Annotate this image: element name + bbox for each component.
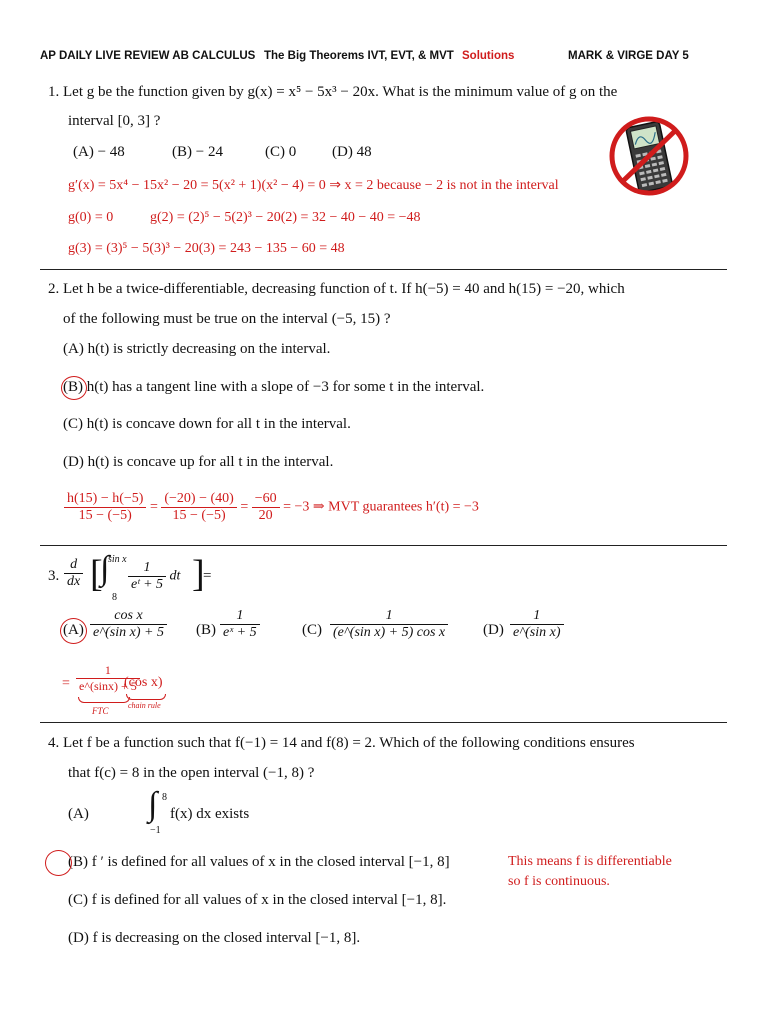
q2-choice-c: (C) h(t) is concave down for all t in the interval. [63,416,351,432]
q3-choice-d-num: 1 [533,608,541,623]
chain-rule-label: chain rule [128,701,161,710]
q3-integrand-num: 1 [143,560,151,575]
q1-work-g3: g(3) = (3)⁵ − 5(3)³ − 20(3) = 243 − 135 − 60 = 48 [68,241,345,256]
q3-d-den: dx [64,573,83,590]
q2-choice-a: (A) h(t) is strictly decreasing on the interval. [63,341,331,357]
q2-stem-line1: 2. Let h be a twice-differentiable, decreasing function of t. If h(−5) = 40 and h(15) = −20, which [48,281,625,297]
q4-choice-b: (B) f ′ is defined for all values of x in the closed interval [−1, 8] [68,854,450,870]
divider-3 [40,722,727,723]
divider-2 [40,545,727,546]
q3-integrand [128,560,180,593]
q3-choice-a [90,608,167,641]
q3-choice-c-label: (C) [302,622,322,638]
q1-work-derivative: g′(x) = 5x⁴ − 15x² − 20 = 5(x² + 1)(x² − 4) = 0 ⇒ x = 2 because − 2 is not in the interval [68,178,559,193]
q3-left-bracket: [ [90,553,103,595]
q1-choice-c: (C) 0 [265,144,297,160]
q3-choice-b-label: (B) [196,622,216,638]
q4-note-line2: so f is continuous. [508,874,610,889]
answer-circle-q2 [61,376,87,400]
answer-circle-q4 [45,850,72,876]
page-title: AP DAILY LIVE REVIEW AB CALCULUS [40,50,256,62]
q4-choice-d: (D) f is decreasing on the closed interval [−1, 8]. [68,930,361,946]
q1-stem-line2: interval [0, 3] ? [68,113,161,129]
q1-work-g2: g(2) = (2)⁵ − 5(2)³ − 20(2) = 32 − 40 − 40 = −48 [150,210,421,225]
q2-work-num2: (−20) − (40) [164,491,234,506]
q3-choice-d-label: (D) [483,622,504,638]
q2-choice-d: (D) h(t) is concave up for all t in the interval. [63,454,334,470]
q3-work-cos: (cos x) [124,675,163,690]
q3-choice-b-num: 1 [236,608,244,623]
q2-choice-b: (B) h(t) has a tangent line with a slope of −3 for some t in the interval. [63,379,485,395]
q1-choice-b: (B) − 24 [172,144,223,160]
page-subtitle: The Big Theorems IVT, EVT, & MVT [264,50,454,62]
q4-choice-a-label: (A) [68,806,89,822]
q3-choice-a-label: (A) [63,622,84,638]
q3-dt: dt [169,568,181,584]
q3-choice-a-num: cos x [114,608,143,623]
q4-integral-sign: ∫ [148,786,158,823]
chain-brace [126,694,166,700]
q3-choice-c [330,608,448,641]
q3-choice-a-den: e^(sin x) + 5 [90,624,167,641]
q3-integrand-den: eᵗ + 5 [128,576,166,593]
q4-lower-limit: −1 [150,825,161,836]
q4-upper-limit: 8 [162,792,167,803]
solutions-label: Solutions [462,50,515,62]
q2-work-num1: h(15) − h(−5) [67,491,144,506]
q2-work-den3: 20 [252,507,280,524]
q3-work-num: 1 [104,663,111,677]
q3-derivative [64,557,83,590]
q3-equals: = [203,568,212,584]
q2-stem-line2: of the following must be true on the interval (−5, 15) ? [63,311,391,327]
authors-label: MARK & VIRGE DAY 5 [568,50,689,62]
q3-choice-d-den: e^(sin x) [510,624,564,641]
q3-right-bracket: ] [192,553,205,595]
q3-choice-d [510,608,564,641]
ftc-brace [78,697,130,703]
q2-work-tail: = −3 ⇒ MVT guarantees h′(t) = −3 [283,499,479,515]
q3-choice-b [220,608,260,641]
q3-choice-c-num: 1 [385,608,393,623]
q3-work-equals: = [62,676,70,691]
q3-work-den: e^(sinx) + 5 [76,678,140,694]
q1-choice-d: (D) 48 [332,144,372,160]
ftc-label: FTC [92,706,109,716]
q3-integral-sign: ∫ [100,550,110,587]
q2-work: $\frac{h(15) - h(-5)}{15 - (-5)}$ = $\frac{(-20) - (40)}{15 - (-5)}$ = $\frac{-60}{20}$ = −3 ⇒ MVT guarantees h′(t) = −3 [64,491,479,524]
q3-d-num: d [70,557,78,572]
q4-stem-line2: that f(c) = 8 in the open interval (−1, 8) ? [68,765,315,781]
q3-choice-c-den: (e^(sin x) + 5) cos x [330,624,448,641]
q1-work-g0: g(0) = 0 [68,210,114,225]
q1-choice-a: (A) − 48 [73,144,125,160]
q1-stem-line1: 1. Let g be the function given by g(x) = x⁵ − 5x³ − 20x. What is the minimum value of g on the [48,84,618,100]
q4-note-line1: This means f is differentiable [508,854,672,869]
q4-choice-a-text: f(x) dx exists [170,806,250,822]
q3-number: 3. [48,568,60,584]
q2-work-den2: 15 − (−5) [161,507,236,524]
divider-1 [40,269,727,270]
q2-work-num3: −60 [254,491,277,506]
q4-stem-line1: 4. Let f be a function such that f(−1) = 14 and f(8) = 2. Which of the following conditions ensures [48,735,635,751]
q3-choice-b-den: eˣ + 5 [220,624,260,641]
no-calculator-icon [608,110,690,202]
q3-lower-limit: 8 [112,592,117,603]
q3-upper-limit: sin x [108,554,127,565]
answer-circle-q3 [60,618,87,644]
q2-work-den1: 15 − (−5) [64,507,146,524]
q4-choice-c: (C) f is defined for all values of x in the closed interval [−1, 8]. [68,892,447,908]
